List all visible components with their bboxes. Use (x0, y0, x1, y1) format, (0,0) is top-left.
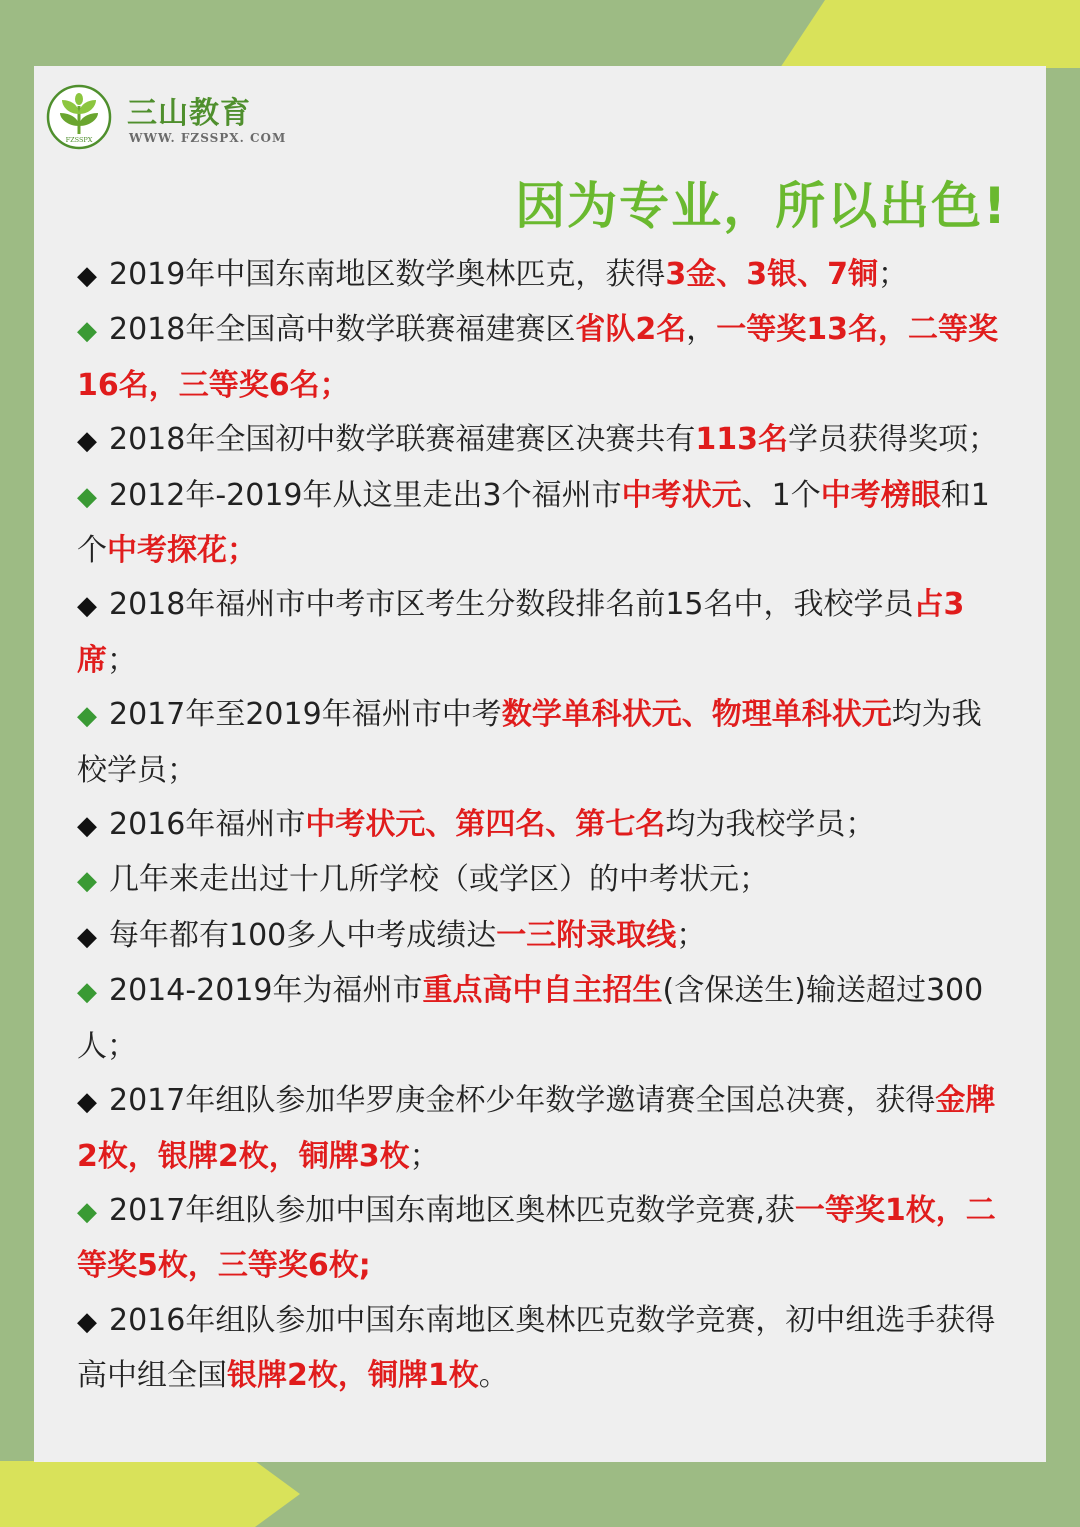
achievement-item (77, 853, 1002, 908)
diamond-bullet-icon: ◆ (77, 591, 97, 622)
achievement-text: ， (686, 312, 717, 348)
achievement-text: 2016年组队参加中国东南地区奥林匹克数学竞赛，初中组选手获得高中组全国 (77, 1302, 996, 1394)
achievement-text: 2016年福州市 (109, 807, 306, 843)
achievement-highlight: 一等奖13名，二等奖16名，三等奖6名； (77, 312, 998, 403)
logo-text: FZSSPX (65, 136, 93, 144)
achievement-item (77, 1074, 1002, 1184)
achievement-item (77, 303, 1002, 413)
achievement-highlight: 中考探花； (107, 533, 257, 569)
achievement-item (77, 413, 1002, 468)
achievement-item (77, 469, 1002, 579)
achievement-text: ； (409, 1138, 440, 1174)
achievement-item (77, 964, 1002, 1074)
achievement-highlight: 金牌2枚，银牌2枚，铜牌3枚 (77, 1083, 996, 1174)
achievement-text: 均为我校学员； (665, 807, 876, 843)
achievement-item (77, 248, 1002, 303)
achievement-text: 2014-2019年为福州市 (109, 973, 423, 1009)
achievement-highlight: 重点高中自主招生 (422, 973, 663, 1009)
achievement-highlight: 一等奖1枚，二等奖5枚，三等奖6枚; (77, 1192, 996, 1284)
achievement-item (77, 909, 1002, 964)
content-card (34, 66, 1046, 1462)
diamond-bullet-icon: ◆ (77, 426, 97, 457)
achievement-highlight: 数学单科状元、物理单科状元 (501, 697, 892, 733)
achievement-text: 和1个 (77, 477, 990, 569)
achievement-item (77, 578, 1002, 688)
diamond-bullet-icon: ◆ (77, 701, 97, 732)
achievement-item (77, 798, 1002, 853)
achievement-highlight: 一三附录取线 (496, 917, 677, 953)
brand-url: WWW. FZSSPX. COM (129, 131, 287, 145)
achievement-text: ； (676, 917, 707, 953)
diamond-bullet-icon: ◆ (77, 866, 97, 897)
achievement-text: 几年来走出过十几所学校（或学区）的中考状元； (109, 862, 769, 898)
achievement-text: 学员获得奖项； (787, 422, 998, 458)
achievement-highlight: 3金、3银、7铜 (665, 257, 878, 292)
achievement-highlight: 中考榜眼 (820, 477, 941, 513)
achievement-text: 2017年组队参加华罗庚金杯少年数学邀请赛全国总决赛，获得 (109, 1083, 936, 1119)
achievement-text: 均为我校学员； (77, 697, 982, 788)
achievement-highlight: 银牌2枚，铜牌1枚 (227, 1358, 479, 1394)
diamond-bullet-icon: ◆ (77, 921, 97, 952)
diamond-bullet-icon: ◆ (77, 261, 97, 291)
achievements-list (77, 248, 1002, 1404)
achievement-text: 2017年至2019年福州市中考 (109, 697, 502, 733)
diamond-bullet-icon: ◆ (77, 316, 97, 347)
achievement-text: 、1个 (741, 477, 821, 513)
achievement-highlight: 中考状元、第四名、第七名 (305, 807, 666, 843)
achievement-text: 2017年组队参加中国东南地区奥林匹克数学竞赛,获 (109, 1192, 795, 1228)
achievement-item (77, 688, 1002, 798)
achievement-text: (含保送生)输送超过300人； (77, 973, 984, 1064)
corner-decoration-top-right (780, 0, 1080, 68)
achievement-text: ； (107, 642, 137, 678)
diamond-bullet-icon: ◆ (77, 481, 97, 512)
achievement-highlight: 113名 (695, 422, 788, 458)
diamond-bullet-icon: ◆ (77, 1087, 97, 1118)
achievement-text: 2019年中国东南地区数学奥林匹克，获得 (109, 257, 666, 292)
corner-decoration-bottom-left (0, 1461, 300, 1527)
sprout-logo-icon (46, 84, 112, 150)
achievement-text: 2018年全国高中数学联赛福建赛区 (109, 312, 576, 348)
achievement-text: ； (877, 257, 908, 292)
diamond-bullet-icon: ◆ (77, 1196, 97, 1227)
diamond-bullet-icon: ◆ (77, 811, 97, 842)
achievement-text: 每年都有100多人中考成绩达 (109, 917, 497, 953)
diamond-bullet-icon: ◆ (77, 1306, 97, 1337)
achievement-highlight: 占3席 (77, 587, 965, 678)
achievement-item (77, 1294, 1002, 1404)
brand-name: 三山教育 (127, 96, 251, 131)
achievement-text: 。 (478, 1358, 509, 1394)
slogan: 因为专业，所以出色! (515, 177, 1008, 235)
achievement-item (77, 1184, 1002, 1294)
achievement-highlight: 省队2名 (575, 312, 687, 348)
achievement-text: 2012年-2019年从这里走出3个福州市 (109, 477, 622, 513)
achievement-highlight: 中考状元 (621, 477, 742, 513)
achievement-text: 2018年福州市中考市区考生分数段排名前15名中，我校学员 (109, 587, 914, 623)
achievement-text: 2018年全国初中数学联赛福建赛区决赛共有 (109, 422, 696, 458)
diamond-bullet-icon: ◆ (77, 977, 97, 1008)
